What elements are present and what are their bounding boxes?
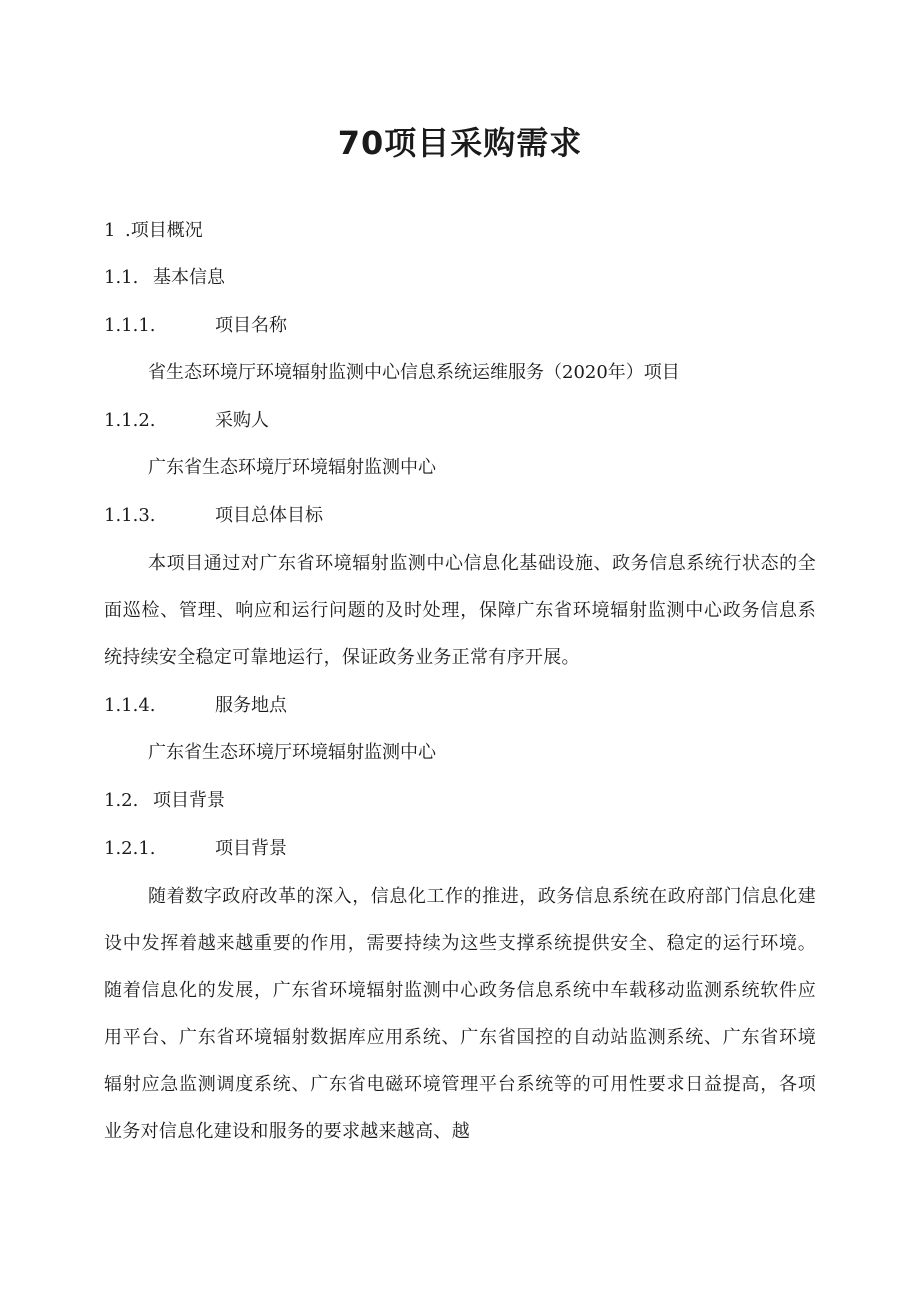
heading-text: 采购人 — [215, 410, 269, 431]
heading-number: 1.1.3. — [104, 505, 156, 526]
purchaser-text: 广东省生态环境厅环境辐射监测中心 — [148, 457, 436, 478]
heading-number: 1.1.4. — [104, 695, 156, 716]
location-text: 广东省生态环境厅环境辐射监测中心 — [148, 742, 436, 763]
heading-text: .项目概况 — [125, 220, 203, 241]
heading-text: 项目背景 — [215, 838, 287, 859]
heading-text: 项目名称 — [215, 315, 287, 336]
heading-text: 项目总体目标 — [215, 505, 323, 526]
background-paragraph: 随着数字政府改革的深入，信息化工作的推进，政务信息系统在政府部门信息化建设中发挥着越来越重要的作用，需要持续为这些支撑系统提供安全、稳定的运行环境。随着信息化的发展，广东省环境辐射监测中心政务信息系统中车载移动监测系统软件应用平台、广东省环境辐射数据库应用系统、广东省国控的自动站监测系统、广东省环境辐射应急监测调度系统、广东省电磁环境管理平台系统等的可用性要求日益提高，各项业务对信息化建设和服务的要求越来越高、越 — [104, 886, 816, 1142]
heading-number: 1.1. — [104, 267, 139, 288]
heading-number: 1.2.1. — [104, 838, 156, 859]
heading-text: 基本信息 — [153, 267, 225, 288]
project-name-text: 省生态环境厅环境辐射监测中心信息系统运维服务（2020年）项目 — [148, 362, 680, 383]
document-title: 70项目采购需求 — [337, 124, 583, 162]
heading-text: 项目背景 — [153, 790, 225, 811]
heading-number: 1.2. — [104, 790, 139, 811]
heading-number: 1.1.2. — [104, 410, 156, 431]
heading-text: 服务地点 — [215, 695, 287, 716]
goal-paragraph: 本项目通过对广东省环境辐射监测中心信息化基础设施、政务信息系统行状态的全面巡检、管理、响应和运行问题的及时处理，保障广东省环境辐射监测中心政务信息系统持续安全稳定可靠地运行，保证政务业务正常有序开展。 — [104, 553, 816, 668]
heading-number: 1.1.1. — [104, 315, 156, 336]
heading-number: 1 — [104, 220, 116, 241]
